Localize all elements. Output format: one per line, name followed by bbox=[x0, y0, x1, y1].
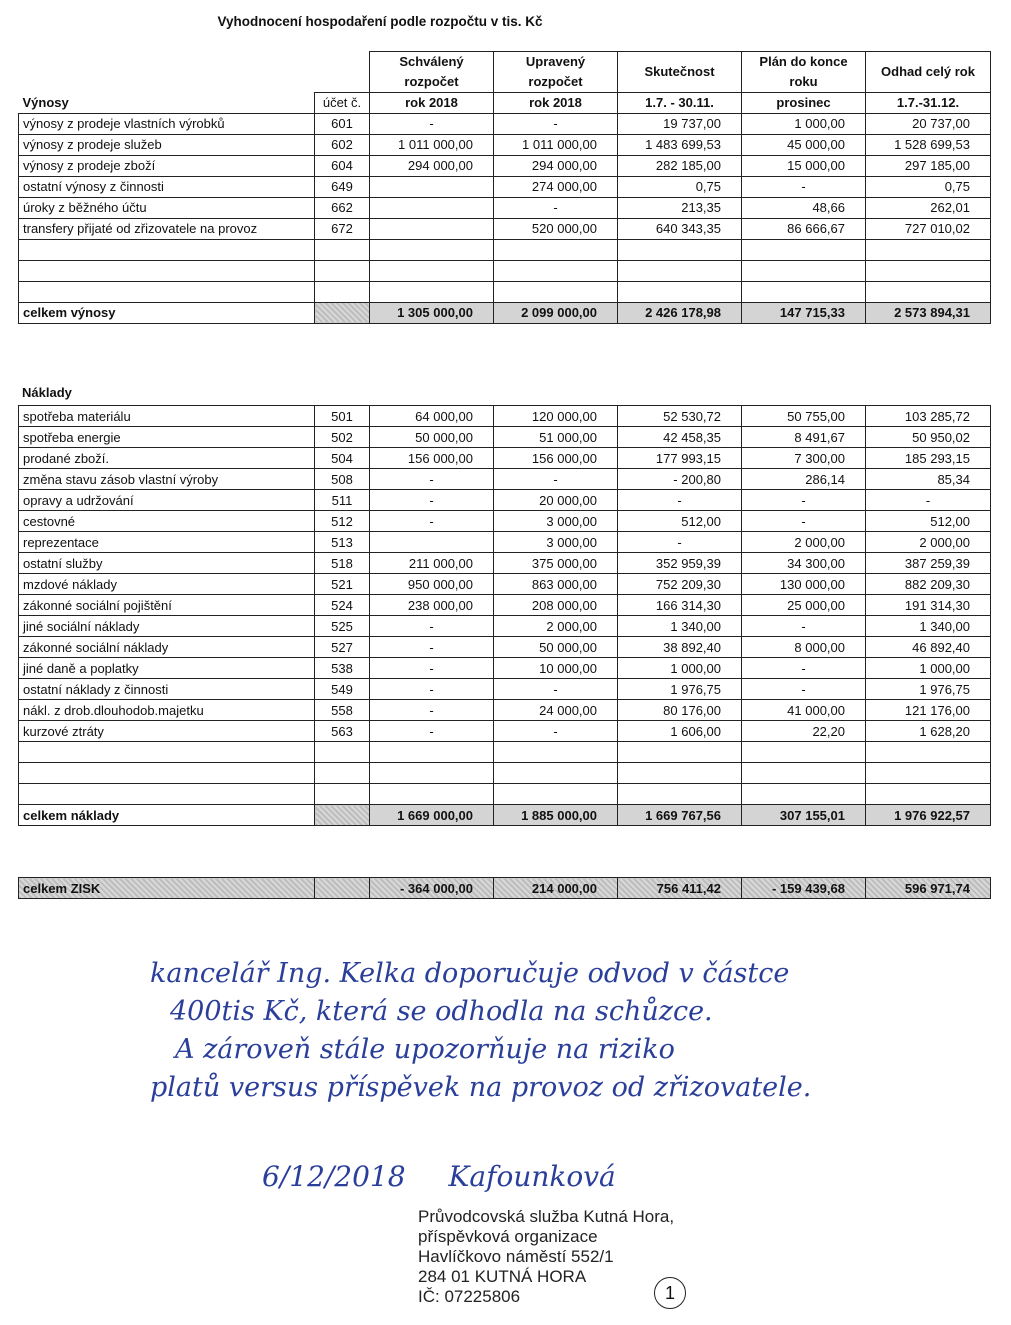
estimate-value: 121 176,00 bbox=[866, 700, 991, 721]
approved-value bbox=[370, 197, 494, 218]
approved-value: - bbox=[370, 721, 494, 742]
approved-value: 50 000,00 bbox=[370, 427, 494, 448]
table-row bbox=[19, 574, 991, 595]
profit-row bbox=[19, 878, 991, 899]
estimate-value: 1 628,20 bbox=[866, 721, 991, 742]
header-estimate-2: 1.7.-31.12. bbox=[866, 92, 991, 113]
empty-row bbox=[19, 763, 991, 784]
table-row bbox=[19, 721, 991, 742]
note-line: kancelář Ing. Kelka doporučuje odvod v částce bbox=[150, 958, 790, 989]
total-adjusted: 1 885 000,00 bbox=[494, 805, 618, 826]
plan-value: - bbox=[742, 176, 866, 197]
account-number: 672 bbox=[315, 218, 370, 239]
estimate-value: 1 976,75 bbox=[866, 679, 991, 700]
account-number: 512 bbox=[315, 511, 370, 532]
estimate-value: 46 892,40 bbox=[866, 637, 991, 658]
total-actual: 1 669 767,56 bbox=[618, 805, 742, 826]
plan-value: 34 300,00 bbox=[742, 553, 866, 574]
approved-value: - bbox=[370, 113, 494, 134]
stamp-line: příspěvková organizace bbox=[418, 1227, 598, 1246]
empty-row bbox=[19, 784, 991, 805]
account-number: 521 bbox=[315, 574, 370, 595]
plan-value: 15 000,00 bbox=[742, 155, 866, 176]
header-plan-3: prosinec bbox=[742, 92, 866, 113]
actual-value: 640 343,35 bbox=[618, 218, 742, 239]
adjusted-value: 294 000,00 bbox=[494, 155, 618, 176]
actual-value: 19 737,00 bbox=[618, 113, 742, 134]
account-number: 527 bbox=[315, 637, 370, 658]
actual-value: 752 209,30 bbox=[618, 574, 742, 595]
header-actual-2: 1.7. - 30.11. bbox=[618, 92, 742, 113]
approved-value: 294 000,00 bbox=[370, 155, 494, 176]
approved-value: 238 000,00 bbox=[370, 595, 494, 616]
actual-value: 52 530,72 bbox=[618, 406, 742, 427]
row-label: zákonné sociální pojištění bbox=[19, 595, 315, 616]
adjusted-value: - bbox=[494, 113, 618, 134]
plan-value: 1 000,00 bbox=[742, 113, 866, 134]
plan-value: 22,20 bbox=[742, 721, 866, 742]
estimate-value: 0,75 bbox=[866, 176, 991, 197]
table-row bbox=[19, 532, 991, 553]
adjusted-value: 156 000,00 bbox=[494, 448, 618, 469]
approved-value: 950 000,00 bbox=[370, 574, 494, 595]
plan-value: 8 491,67 bbox=[742, 427, 866, 448]
approved-value bbox=[370, 176, 494, 197]
row-label: výnosy z prodeje vlastních výrobků bbox=[19, 113, 315, 134]
row-label: ostatní výnosy z činnosti bbox=[19, 176, 315, 197]
row-label: spotřeba materiálu bbox=[19, 406, 315, 427]
actual-value: 38 892,40 bbox=[618, 637, 742, 658]
table-row bbox=[19, 511, 991, 532]
handwritten-date: 6/12/2018 bbox=[262, 1160, 406, 1193]
adjusted-value: 2 000,00 bbox=[494, 616, 618, 637]
table-row bbox=[19, 176, 991, 197]
approved-value: 211 000,00 bbox=[370, 553, 494, 574]
profit-label: celkem ZISK bbox=[19, 878, 315, 899]
revenues-table bbox=[18, 51, 991, 324]
estimate-value: 262,01 bbox=[866, 197, 991, 218]
adjusted-value: 24 000,00 bbox=[494, 700, 618, 721]
row-label: transfery přijaté od zřizovatele na provoz bbox=[19, 218, 315, 239]
revenues-total-row bbox=[19, 302, 991, 323]
plan-value: 41 000,00 bbox=[742, 700, 866, 721]
actual-value: 352 959,39 bbox=[618, 553, 742, 574]
plan-value: 50 755,00 bbox=[742, 406, 866, 427]
actual-value: 0,75 bbox=[618, 176, 742, 197]
actual-value: 177 993,15 bbox=[618, 448, 742, 469]
account-number: 524 bbox=[315, 595, 370, 616]
adjusted-value: 20 000,00 bbox=[494, 490, 618, 511]
estimate-value: 185 293,15 bbox=[866, 448, 991, 469]
table-row bbox=[19, 553, 991, 574]
adjusted-value: 274 000,00 bbox=[494, 176, 618, 197]
estimate-value: 1 528 699,53 bbox=[866, 134, 991, 155]
account-number: 649 bbox=[315, 176, 370, 197]
row-label: nákl. z drob.dlouhodob.majetku bbox=[19, 700, 315, 721]
table-row bbox=[19, 700, 991, 721]
stamp-line: 284 01 KUTNÁ HORA bbox=[418, 1267, 587, 1286]
header-adjusted-2: rozpočet bbox=[494, 72, 618, 93]
plan-value: - bbox=[742, 616, 866, 637]
plan-value: 25 000,00 bbox=[742, 595, 866, 616]
header-adjusted: Upravený bbox=[494, 52, 618, 72]
estimate-value: 882 209,30 bbox=[866, 574, 991, 595]
profit-estimate: 596 971,74 bbox=[866, 878, 991, 899]
row-label: reprezentace bbox=[19, 532, 315, 553]
actual-value: - bbox=[618, 532, 742, 553]
adjusted-value: 50 000,00 bbox=[494, 637, 618, 658]
plan-value: 48,66 bbox=[742, 197, 866, 218]
row-label: změna stavu zásob vlastní výroby bbox=[19, 469, 315, 490]
header-account: účet č. bbox=[315, 92, 370, 113]
account-number: 513 bbox=[315, 532, 370, 553]
table-row bbox=[19, 448, 991, 469]
approved-value: - bbox=[370, 511, 494, 532]
note-line: 400tis Kč, která se odhodla na schůzce. bbox=[170, 996, 713, 1027]
adjusted-value: 375 000,00 bbox=[494, 553, 618, 574]
actual-value: 1 976,75 bbox=[618, 679, 742, 700]
organization-stamp bbox=[418, 1207, 674, 1307]
account-number: 604 bbox=[315, 155, 370, 176]
table-row bbox=[19, 616, 991, 637]
approved-value: - bbox=[370, 637, 494, 658]
plan-value: 130 000,00 bbox=[742, 574, 866, 595]
row-label: výnosy z prodeje služeb bbox=[19, 134, 315, 155]
profit-approved: - 364 000,00 bbox=[370, 878, 494, 899]
stamp-line: IČ: 07225806 bbox=[418, 1287, 521, 1306]
adjusted-value: 208 000,00 bbox=[494, 595, 618, 616]
row-label: ostatní náklady z činnosti bbox=[19, 679, 315, 700]
approved-value: - bbox=[370, 658, 494, 679]
plan-value: 2 000,00 bbox=[742, 532, 866, 553]
page-number: 1 bbox=[654, 1277, 686, 1309]
row-label: výnosy z prodeje zboží bbox=[19, 155, 315, 176]
account-number: 601 bbox=[315, 113, 370, 134]
plan-value: - bbox=[742, 490, 866, 511]
section-revenues: Výnosy bbox=[19, 92, 315, 113]
total-estimate: 1 976 922,57 bbox=[866, 805, 991, 826]
table-row bbox=[19, 469, 991, 490]
table-row bbox=[19, 113, 991, 134]
profit-actual: 756 411,42 bbox=[618, 878, 742, 899]
row-label: jiné daně a poplatky bbox=[19, 658, 315, 679]
empty-row bbox=[19, 281, 991, 302]
profit-plan: - 159 439,68 bbox=[742, 878, 866, 899]
adjusted-value: 51 000,00 bbox=[494, 427, 618, 448]
total-actual: 2 426 178,98 bbox=[618, 302, 742, 323]
table-row bbox=[19, 155, 991, 176]
row-label: mzdové náklady bbox=[19, 574, 315, 595]
table-row bbox=[19, 595, 991, 616]
row-label: prodané zboží. bbox=[19, 448, 315, 469]
row-label: opravy a udržování bbox=[19, 490, 315, 511]
header-plan-2: roku bbox=[742, 72, 866, 93]
total-label: celkem náklady bbox=[19, 805, 315, 826]
header-adjusted-3: rok 2018 bbox=[494, 92, 618, 113]
revenue-rows bbox=[19, 113, 991, 239]
account-number: 602 bbox=[315, 134, 370, 155]
empty-row bbox=[19, 742, 991, 763]
adjusted-value: - bbox=[494, 679, 618, 700]
adjusted-value: 120 000,00 bbox=[494, 406, 618, 427]
account-number: 563 bbox=[315, 721, 370, 742]
header-approved: Schválený bbox=[370, 52, 494, 72]
handwritten-date-signature bbox=[262, 1160, 616, 1193]
account-number: 502 bbox=[315, 427, 370, 448]
adjusted-value: 863 000,00 bbox=[494, 574, 618, 595]
total-plan: 147 715,33 bbox=[742, 302, 866, 323]
estimate-value: 297 185,00 bbox=[866, 155, 991, 176]
actual-value: 1 483 699,53 bbox=[618, 134, 742, 155]
actual-value: 1 000,00 bbox=[618, 658, 742, 679]
approved-value: 1 011 000,00 bbox=[370, 134, 494, 155]
account-number: 508 bbox=[315, 469, 370, 490]
table-row bbox=[19, 197, 991, 218]
table-row bbox=[19, 427, 991, 448]
estimate-value: 727 010,02 bbox=[866, 218, 991, 239]
actual-value: 213,35 bbox=[618, 197, 742, 218]
adjusted-value: 1 011 000,00 bbox=[494, 134, 618, 155]
total-label: celkem výnosy bbox=[19, 302, 315, 323]
table-row bbox=[19, 218, 991, 239]
approved-value: - bbox=[370, 469, 494, 490]
account-number: 525 bbox=[315, 616, 370, 637]
estimate-value: 85,34 bbox=[866, 469, 991, 490]
account-number: 511 bbox=[315, 490, 370, 511]
header-actual: Skutečnost bbox=[618, 52, 742, 93]
total-estimate: 2 573 894,31 bbox=[866, 302, 991, 323]
header-plan: Plán do konce bbox=[742, 52, 866, 72]
row-label: zákonné sociální náklady bbox=[19, 637, 315, 658]
row-label: jiné sociální náklady bbox=[19, 616, 315, 637]
plan-value: 86 666,67 bbox=[742, 218, 866, 239]
adjusted-value: - bbox=[494, 721, 618, 742]
empty-row bbox=[19, 260, 991, 281]
approved-value: 64 000,00 bbox=[370, 406, 494, 427]
row-label: spotřeba energie bbox=[19, 427, 315, 448]
empty-row bbox=[19, 239, 991, 260]
estimate-value: 512,00 bbox=[866, 511, 991, 532]
table-row bbox=[19, 134, 991, 155]
actual-value: 282 185,00 bbox=[618, 155, 742, 176]
adjusted-value: 10 000,00 bbox=[494, 658, 618, 679]
header-estimate: Odhad celý rok bbox=[866, 52, 991, 93]
estimate-value: 50 950,02 bbox=[866, 427, 991, 448]
approved-value: - bbox=[370, 490, 494, 511]
table-row bbox=[19, 637, 991, 658]
actual-value: 1 340,00 bbox=[618, 616, 742, 637]
estimate-value: 387 259,39 bbox=[866, 553, 991, 574]
row-label: ostatní služby bbox=[19, 553, 315, 574]
actual-value: 80 176,00 bbox=[618, 700, 742, 721]
table-row bbox=[19, 679, 991, 700]
estimate-value: 191 314,30 bbox=[866, 595, 991, 616]
signature: Kafounková bbox=[448, 1160, 616, 1193]
actual-value: - bbox=[618, 490, 742, 511]
estimate-value: 1 340,00 bbox=[866, 616, 991, 637]
table-row bbox=[19, 406, 991, 427]
plan-value: - bbox=[742, 658, 866, 679]
profit-table bbox=[18, 877, 991, 899]
row-label: cestovné bbox=[19, 511, 315, 532]
account-number: 538 bbox=[315, 658, 370, 679]
actual-value: 512,00 bbox=[618, 511, 742, 532]
header-approved-2: rozpočet bbox=[370, 72, 494, 93]
plan-value: 45 000,00 bbox=[742, 134, 866, 155]
actual-value: 42 458,35 bbox=[618, 427, 742, 448]
account-number: 501 bbox=[315, 406, 370, 427]
header-approved-3: rok 2018 bbox=[370, 92, 494, 113]
note-line: platů versus příspěvek na provoz od zřizovatele. bbox=[150, 1072, 812, 1103]
approved-value: - bbox=[370, 679, 494, 700]
approved-value: - bbox=[370, 700, 494, 721]
plan-value: 8 000,00 bbox=[742, 637, 866, 658]
expenses-total-row bbox=[19, 805, 991, 826]
approved-value bbox=[370, 218, 494, 239]
table-row bbox=[19, 490, 991, 511]
account-number: 662 bbox=[315, 197, 370, 218]
total-approved: 1 305 000,00 bbox=[370, 302, 494, 323]
total-plan: 307 155,01 bbox=[742, 805, 866, 826]
adjusted-value: - bbox=[494, 469, 618, 490]
section-expenses: Náklady bbox=[22, 385, 72, 400]
account-number: 558 bbox=[315, 700, 370, 721]
plan-value: - bbox=[742, 679, 866, 700]
total-approved: 1 669 000,00 bbox=[370, 805, 494, 826]
note-line: A zároveň stále upozorňuje na riziko bbox=[175, 1034, 675, 1065]
expense-rows bbox=[19, 406, 991, 742]
approved-value: 156 000,00 bbox=[370, 448, 494, 469]
account-number: 504 bbox=[315, 448, 370, 469]
estimate-value: - bbox=[866, 490, 991, 511]
plan-value: - bbox=[742, 511, 866, 532]
stamp-line: Havlíčkovo náměstí 552/1 bbox=[418, 1247, 614, 1266]
estimate-value: 20 737,00 bbox=[866, 113, 991, 134]
stamp-line: Průvodcovská služba Kutná Hora, bbox=[418, 1207, 675, 1226]
adjusted-value: - bbox=[494, 197, 618, 218]
page-title: Vyhodnocení hospodaření podle rozpočtu v tis. Kč bbox=[217, 14, 543, 29]
profit-adjusted: 214 000,00 bbox=[494, 878, 618, 899]
row-label: kurzové ztráty bbox=[19, 721, 315, 742]
actual-value: - 200,80 bbox=[618, 469, 742, 490]
estimate-value: 2 000,00 bbox=[866, 532, 991, 553]
expenses-table bbox=[18, 405, 991, 826]
total-adjusted: 2 099 000,00 bbox=[494, 302, 618, 323]
plan-value: 286,14 bbox=[742, 469, 866, 490]
table-row bbox=[19, 658, 991, 679]
plan-value: 7 300,00 bbox=[742, 448, 866, 469]
handwritten-note bbox=[150, 955, 1000, 1107]
account-number: 549 bbox=[315, 679, 370, 700]
estimate-value: 1 000,00 bbox=[866, 658, 991, 679]
estimate-value: 103 285,72 bbox=[866, 406, 991, 427]
adjusted-value: 3 000,00 bbox=[494, 511, 618, 532]
adjusted-value: 3 000,00 bbox=[494, 532, 618, 553]
account-number: 518 bbox=[315, 553, 370, 574]
row-label: úroky z běžného účtu bbox=[19, 197, 315, 218]
actual-value: 166 314,30 bbox=[618, 595, 742, 616]
adjusted-value: 520 000,00 bbox=[494, 218, 618, 239]
actual-value: 1 606,00 bbox=[618, 721, 742, 742]
approved-value: - bbox=[370, 616, 494, 637]
approved-value bbox=[370, 532, 494, 553]
